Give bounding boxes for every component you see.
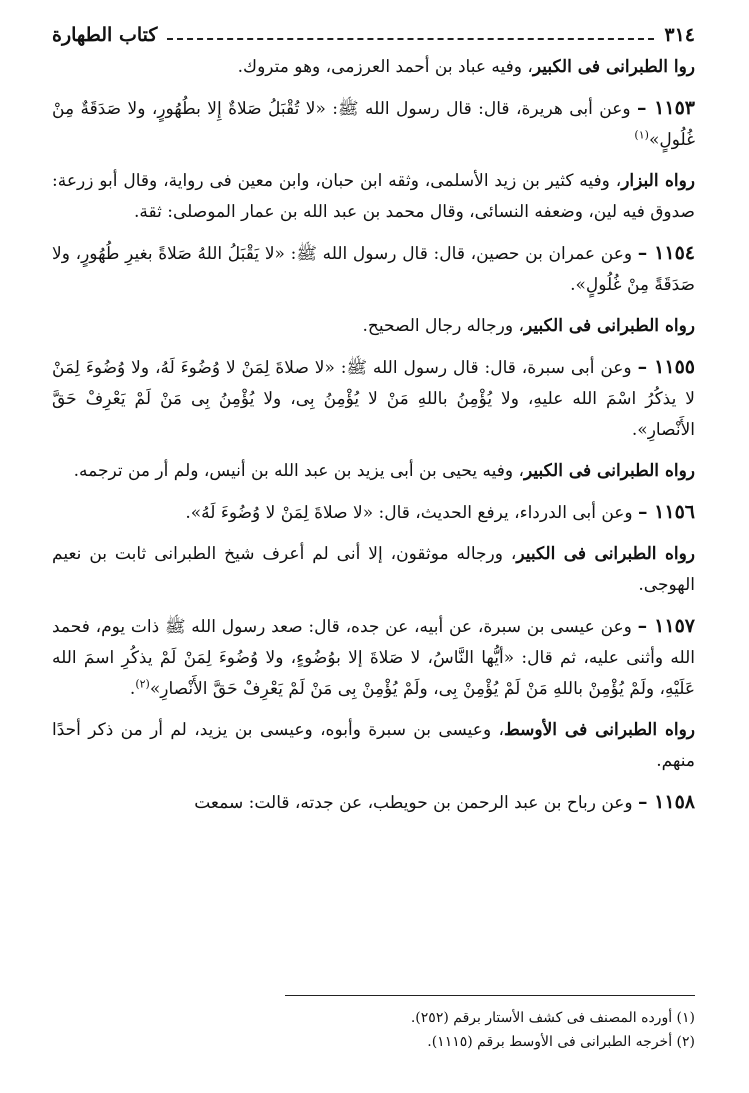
hadith-number: ١١٥٤ – [637,242,695,264]
footnote: (٢) أخرجه الطبرانى فى الأوسط برقم (١١١٥). [427,1034,695,1050]
page-number: ٣١٤ [664,24,695,46]
header-rule [167,38,654,40]
hadith-1155: ١١٥٥ – وعن أبى سبرة، قال: قال رسول الله ﷺ: «لا صلاةَ لِمَنْ لا وُضُوءَ لَهُ، ولا وُضُوءَ لِمَنْ لا يذكُرُ اسْمَ الله عليهِ، ولا يُؤْمِنُ باللهِ مَنْ لا يُؤْمِنُ بِى، ولا يُؤْمِنُ بِى مَنْ لَمْ يَعْرِفْ حَقَّ الأَنْصارِ». [52,356,695,440]
footnote: (١) أورده المصنف فى كشف الأستار برقم (٢٥٢). [410,1010,695,1026]
paragraph: رواه الطبرانى فى الكبير، ورجاله رجال الصحيح. [362,316,695,336]
hadith-number: ١١٥٣ – [637,97,695,119]
hadith-1157: ١١٥٧ – وعن عيسى بن سبرة، عن أبيه، عن جده، قال: صعد رسول الله ﷺ ذات يوم، فحمد الله وأثنى عليه، ثم قال: «أيُّها النَّاسُ، لا صَلاةَ إلا بوُضُوءٍ، ولا وُضُوءَ لِمَنْ لَمْ يذكُرِ اسمَ الله عَلَيْهِ، ولَمْ يُؤْمِنْ باللهِ مَنْ لَمْ يُؤْمِنْ بِى، ولَمْ يُؤْمِنْ بِى مَنْ لَمْ يَعْرِفْ حَقَّ الأَنْصارِ»$^{(٢)}$. [52,615,695,699]
hadith-1154: ١١٥٤ – وعن عمران بن حصين، قال: قال رسول الله ﷺ: «لا يَقْبَلُ اللهُ صَلاةً بغيرِ طُهُورٍ، ولا صَدَقَةً مِنْ غُلُولٍ». [52,242,695,295]
hadith-number: ١١٥٨ – [638,791,695,813]
footnote-separator [285,995,695,996]
paragraph: روا الطبرانى فى الكبير، وفيه عباد بن أحمد العرزمى، وهو متروك. [237,57,695,77]
paragraph: رواه الطبرانى فى الكبير، وفيه يحيى بن أبى يزيد بن عبد الله بن أنيس، ولم أر من ترجمه. [73,461,695,481]
book-title: كتاب الطهارة [52,24,158,46]
hadith-number: ١١٥٦ – [638,501,695,523]
page [52,18,695,829]
footnotes [52,995,695,1054]
hadith-number: ١١٥٧ – [637,615,695,637]
footnote-ref: (٢) [135,677,150,691]
hadith-1158: ١١٥٨ – وعن رباح بن عبد الرحمن بن حويطب، عن جدته، قالت: سمعت [194,791,695,813]
hadith-1156: ١١٥٦ – وعن أبى الدرداء، يرفع الحديث، قال: «لا صلاةَ لِمَنْ لا وُضُوءَ لَهُ». [185,501,695,523]
paragraph: رواه الطبرانى فى الكبير، ورجاله موثقون، إلا أنى لم أعرف شيخ الطبرانى ثابت بن نعيم الهوجى. [52,544,696,595]
hadith-1153: ١١٥٣ – وعن أبى هريرة، قال: قال رسول الله ﷺ: «لا تُقْبَلُ صَلاةٌ إِلا بطُهُورٍ، ولا صَدَقَةٌ مِنْ غُلُولٍ»$^{(١)}$ [52,97,695,150]
page-header [52,18,695,52]
hadith-number: ١١٥٥ – [637,356,695,378]
page-body [52,52,695,819]
footnote-ref: (١) [634,128,649,142]
paragraph: رواه الطبرانى فى الأوسط، وعيسى بن سبرة وأبوه، وعيسى بن يزيد، لم أر من ذكر أحدًا منهم. [52,720,695,771]
paragraph: رواه البزار، وفيه كثير بن زيد الأسلمى، وثقه ابن حبان، وابن معين فى رواية، وقال أبو زرعة: صدوق فيه لين، وضعفه النسائى، وقال محمد بن عبد الله بن عمار الموصلى: ثقة. [52,171,695,222]
